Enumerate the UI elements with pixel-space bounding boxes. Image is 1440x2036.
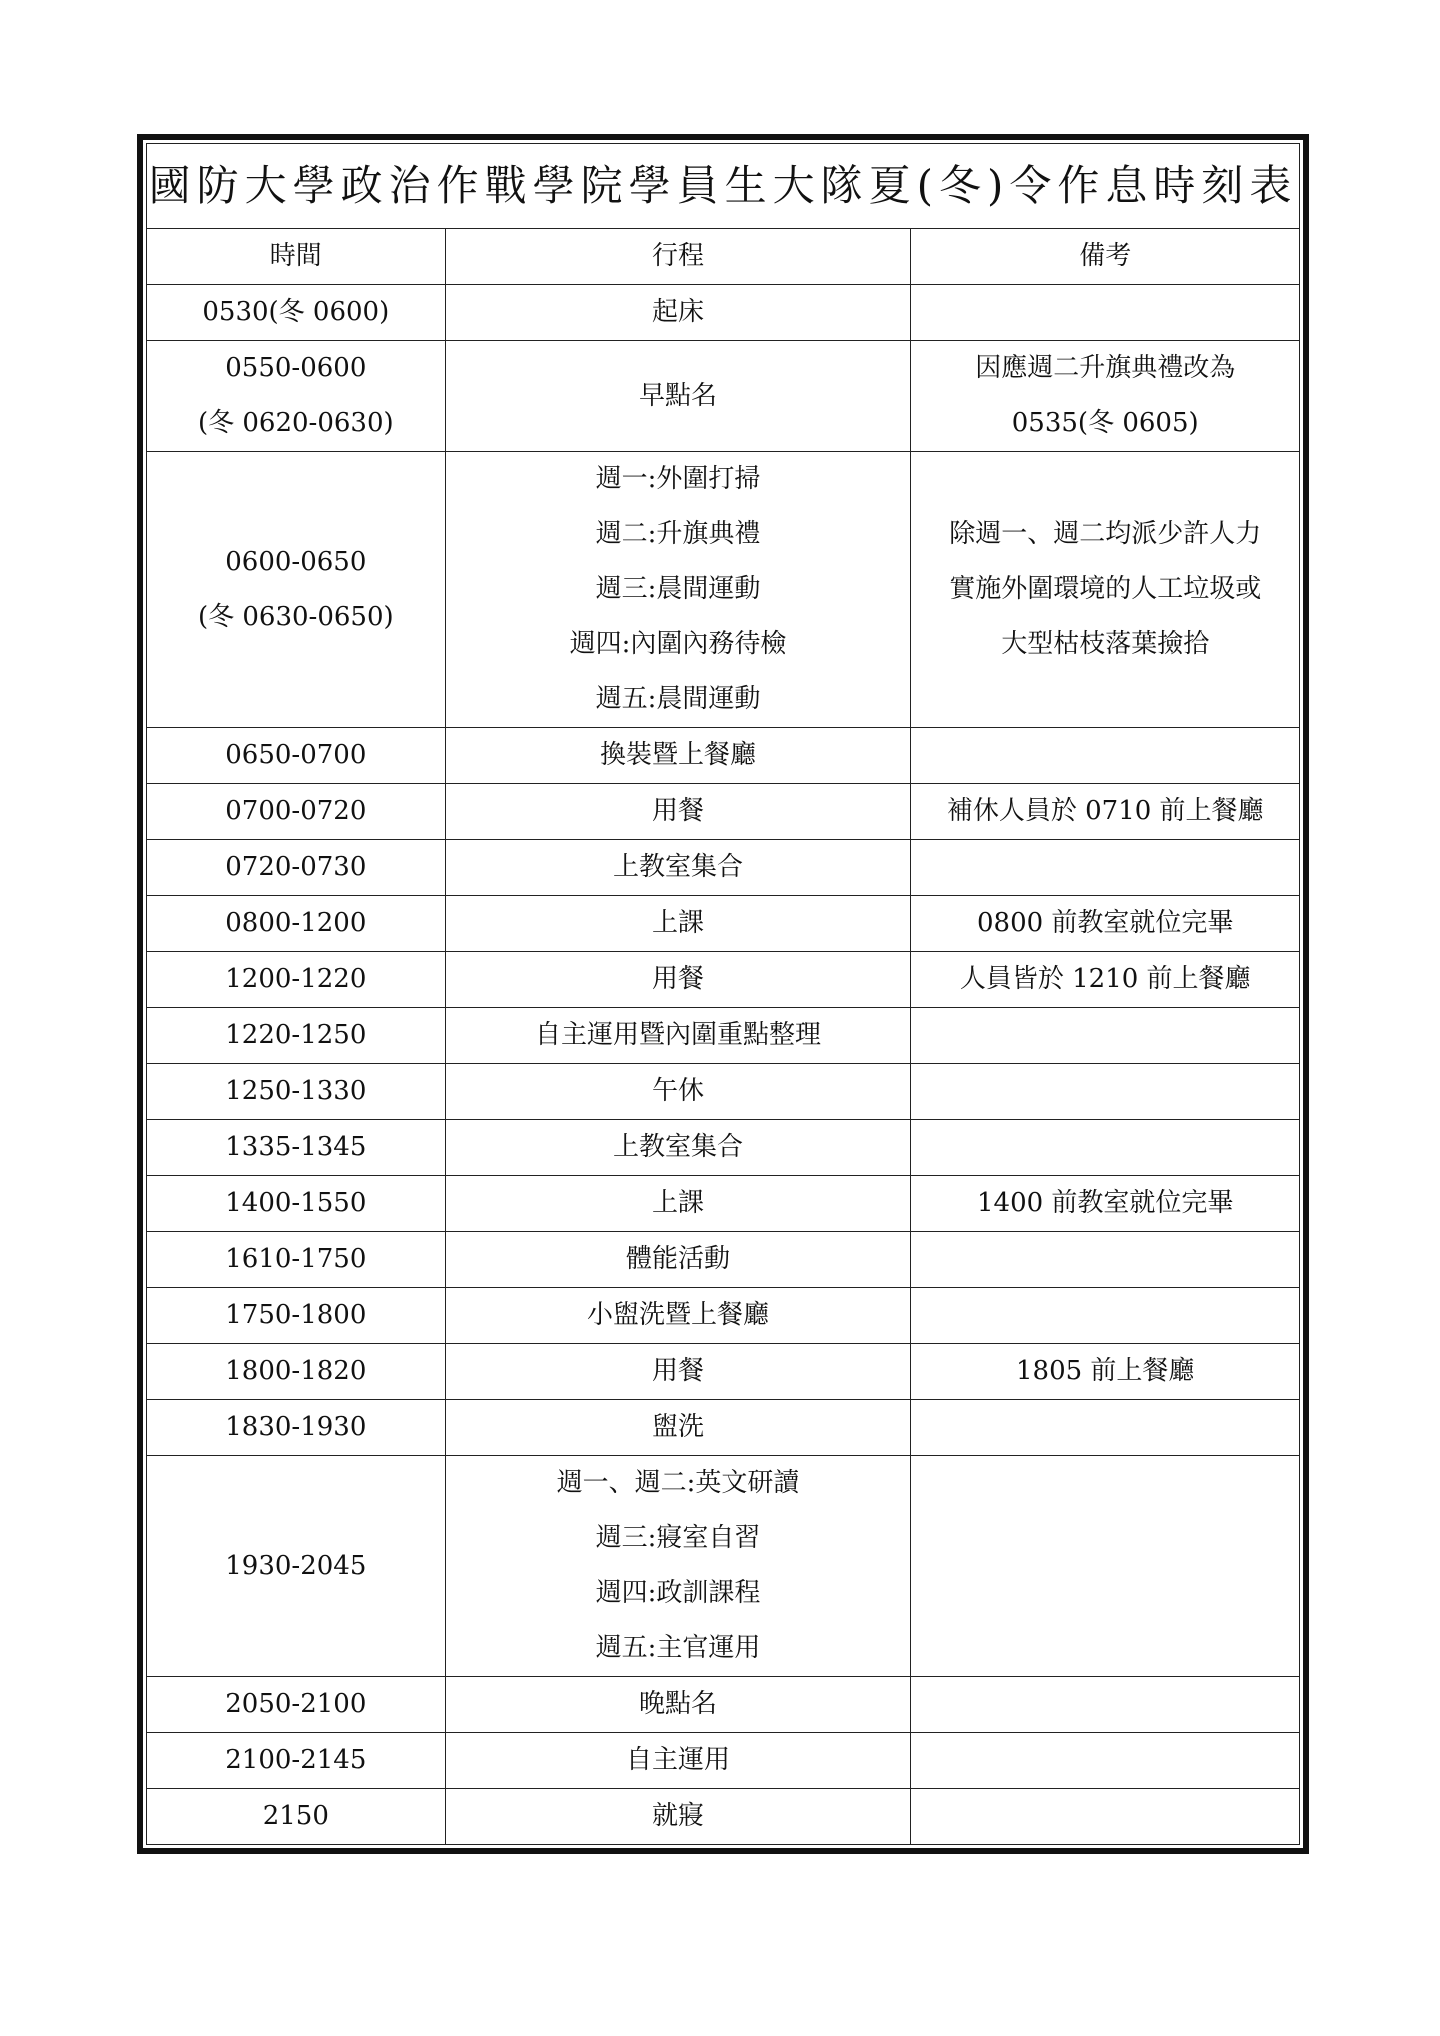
note-cell-line: 0800 前教室就位完畢	[976, 908, 1234, 938]
activity-cell-line: 週四:政訓課程	[595, 1578, 761, 1608]
column-header-note: 備考	[911, 229, 1300, 285]
activity-cell	[445, 1400, 911, 1456]
table-row	[147, 1288, 1300, 1344]
time-cell	[147, 1064, 446, 1120]
note-cell	[911, 1064, 1300, 1120]
activity-cell-line: 晚點名	[639, 1689, 718, 1719]
activity-cell-line: 週四:內圍內務待檢	[569, 629, 787, 659]
activity-cell-line: 上教室集合	[613, 852, 744, 882]
activity-cell	[445, 1677, 911, 1733]
activity-cell-line: 起床	[652, 297, 705, 327]
time-cell	[147, 1008, 446, 1064]
note-cell	[911, 784, 1300, 840]
table-row	[147, 840, 1300, 896]
activity-cell-line: 自主運用暨內圍重點整理	[535, 1020, 822, 1050]
activity-cell-line: 用餐	[652, 964, 705, 994]
time-cell-line: 0720-0730	[225, 852, 367, 882]
time-cell-line: 1750-1800	[225, 1300, 367, 1330]
note-cell	[911, 1733, 1300, 1789]
time-cell	[147, 1288, 446, 1344]
time-cell-line: 0800-1200	[225, 908, 367, 938]
column-header-activity: 行程	[445, 229, 911, 285]
time-cell	[147, 1344, 446, 1400]
table-row	[147, 1344, 1300, 1400]
activity-cell	[445, 1789, 911, 1845]
time-cell-line: 2150	[262, 1801, 329, 1831]
activity-cell-line: 週二:升旗典禮	[595, 519, 761, 549]
table-row	[147, 1008, 1300, 1064]
activity-cell	[445, 341, 911, 452]
time-cell-line: 0530(冬 0600)	[202, 297, 390, 327]
activity-cell-line: 換裝暨上餐廳	[600, 740, 757, 770]
time-cell	[147, 1789, 446, 1845]
time-cell-line: 1800-1820	[225, 1356, 367, 1386]
time-cell-line: 1200-1220	[225, 964, 367, 994]
note-cell	[911, 341, 1300, 452]
note-cell	[911, 1677, 1300, 1733]
note-cell-line: 0535(冬 0605)	[1011, 408, 1199, 438]
note-cell	[911, 1400, 1300, 1456]
time-cell	[147, 452, 446, 728]
time-cell-line: (冬 0620-0630)	[197, 408, 394, 438]
column-header-time: 時間	[147, 229, 446, 285]
note-cell-line: 1400 前教室就位完畢	[976, 1188, 1234, 1218]
activity-cell	[445, 1232, 911, 1288]
activity-cell	[445, 1344, 911, 1400]
table-row	[147, 341, 1300, 452]
note-cell-line: 人員皆於 1210 前上餐廳	[959, 964, 1251, 994]
time-cell	[147, 1733, 446, 1789]
table-row	[147, 285, 1300, 341]
activity-cell-line: 用餐	[652, 1356, 705, 1386]
activity-cell	[445, 1064, 911, 1120]
time-cell	[147, 1120, 446, 1176]
activity-cell-line: 週五:晨間運動	[595, 684, 761, 714]
time-cell-line: 2050-2100	[225, 1689, 367, 1719]
note-cell	[911, 1288, 1300, 1344]
activity-cell-line: 午休	[652, 1076, 705, 1106]
activity-cell-line: 用餐	[652, 796, 705, 826]
table-row	[147, 1789, 1300, 1845]
time-cell	[147, 896, 446, 952]
note-cell-line: 實施外圍環境的人工垃圾或	[949, 574, 1262, 604]
note-cell-line: 1805 前上餐廳	[1015, 1356, 1195, 1386]
time-cell-line: 0550-0600	[225, 353, 367, 383]
time-cell	[147, 784, 446, 840]
activity-cell-line: 週三:寢室自習	[595, 1523, 761, 1553]
activity-cell	[445, 285, 911, 341]
time-cell-line: 1220-1250	[225, 1020, 367, 1050]
time-cell-line: 0700-0720	[225, 796, 367, 826]
note-cell-line: 因應週二升旗典禮改為	[975, 353, 1236, 383]
table-row	[147, 1064, 1300, 1120]
activity-cell	[445, 840, 911, 896]
note-cell	[911, 452, 1300, 728]
activity-cell-line: 體能活動	[626, 1244, 731, 1274]
note-cell	[911, 1456, 1300, 1677]
activity-cell-line: 上課	[652, 908, 705, 938]
time-cell	[147, 1400, 446, 1456]
time-cell-line: 1610-1750	[225, 1244, 367, 1274]
time-cell	[147, 285, 446, 341]
time-cell	[147, 1176, 446, 1232]
activity-cell	[445, 952, 911, 1008]
note-cell	[911, 285, 1300, 341]
note-cell	[911, 728, 1300, 784]
activity-cell	[445, 452, 911, 728]
activity-cell-line: 上教室集合	[613, 1132, 744, 1162]
table-row	[147, 452, 1300, 728]
activity-cell-line: 自主運用	[626, 1745, 731, 1775]
header-row	[147, 229, 1300, 285]
note-cell	[911, 1789, 1300, 1845]
note-cell	[911, 1120, 1300, 1176]
table-row	[147, 952, 1300, 1008]
time-cell	[147, 840, 446, 896]
note-cell	[911, 952, 1300, 1008]
note-cell	[911, 896, 1300, 952]
note-cell	[911, 1232, 1300, 1288]
table-row	[147, 784, 1300, 840]
time-cell-line: 2100-2145	[225, 1745, 367, 1775]
time-cell	[147, 1677, 446, 1733]
activity-cell-line: 週一:外圍打掃	[595, 464, 761, 494]
activity-cell	[445, 896, 911, 952]
schedule-table	[146, 143, 1300, 1845]
time-cell-line: (冬 0630-0650)	[197, 601, 394, 632]
activity-cell	[445, 1288, 911, 1344]
table-row	[147, 1120, 1300, 1176]
time-cell	[147, 341, 446, 452]
activity-cell	[445, 1456, 911, 1677]
note-cell	[911, 840, 1300, 896]
activity-cell	[445, 1733, 911, 1789]
table-row	[147, 1733, 1300, 1789]
schedule-body	[147, 285, 1300, 1845]
activity-cell-line: 週五:主官運用	[595, 1633, 761, 1663]
time-cell-line: 1250-1330	[225, 1076, 367, 1106]
table-row	[147, 896, 1300, 952]
page-title: 國防大學政治作戰學院學員生大隊夏(冬)令作息時刻表	[147, 144, 1300, 229]
note-cell	[911, 1176, 1300, 1232]
time-cell-line: 1335-1345	[225, 1132, 367, 1162]
note-cell-line: 大型枯枝落葉撿拾	[1001, 629, 1210, 659]
activity-cell	[445, 1120, 911, 1176]
activity-cell-line: 週一、週二:英文研讀	[556, 1468, 800, 1498]
note-cell	[911, 1344, 1300, 1400]
schedule-frame	[137, 134, 1309, 1854]
activity-cell-line: 早點名	[639, 380, 718, 411]
activity-cell-line: 小盥洗暨上餐廳	[587, 1300, 770, 1330]
activity-cell	[445, 784, 911, 840]
table-row	[147, 1456, 1300, 1677]
activity-cell-line: 週三:晨間運動	[595, 574, 761, 604]
title-row	[147, 144, 1300, 229]
time-cell-line: 1830-1930	[225, 1412, 367, 1442]
table-row	[147, 1400, 1300, 1456]
time-cell	[147, 1232, 446, 1288]
time-cell-line: 1400-1550	[225, 1188, 367, 1218]
activity-cell	[445, 1176, 911, 1232]
time-cell-line: 1930-2045	[225, 1550, 367, 1581]
time-cell	[147, 728, 446, 784]
activity-cell-line: 就寢	[652, 1801, 705, 1831]
activity-cell	[445, 728, 911, 784]
table-row	[147, 1232, 1300, 1288]
activity-cell-line: 盥洗	[652, 1412, 705, 1442]
activity-cell	[445, 1008, 911, 1064]
activity-cell-line: 上課	[652, 1188, 705, 1218]
time-cell-line: 0600-0650	[225, 546, 367, 577]
note-cell-line: 補休人員於 0710 前上餐廳	[946, 796, 1264, 826]
time-cell-line: 0650-0700	[225, 740, 367, 770]
time-cell	[147, 952, 446, 1008]
table-row	[147, 1677, 1300, 1733]
table-row	[147, 1176, 1300, 1232]
note-cell-line: 除週一、週二均派少許人力	[949, 519, 1262, 549]
table-row	[147, 728, 1300, 784]
time-cell	[147, 1456, 446, 1677]
note-cell	[911, 1008, 1300, 1064]
